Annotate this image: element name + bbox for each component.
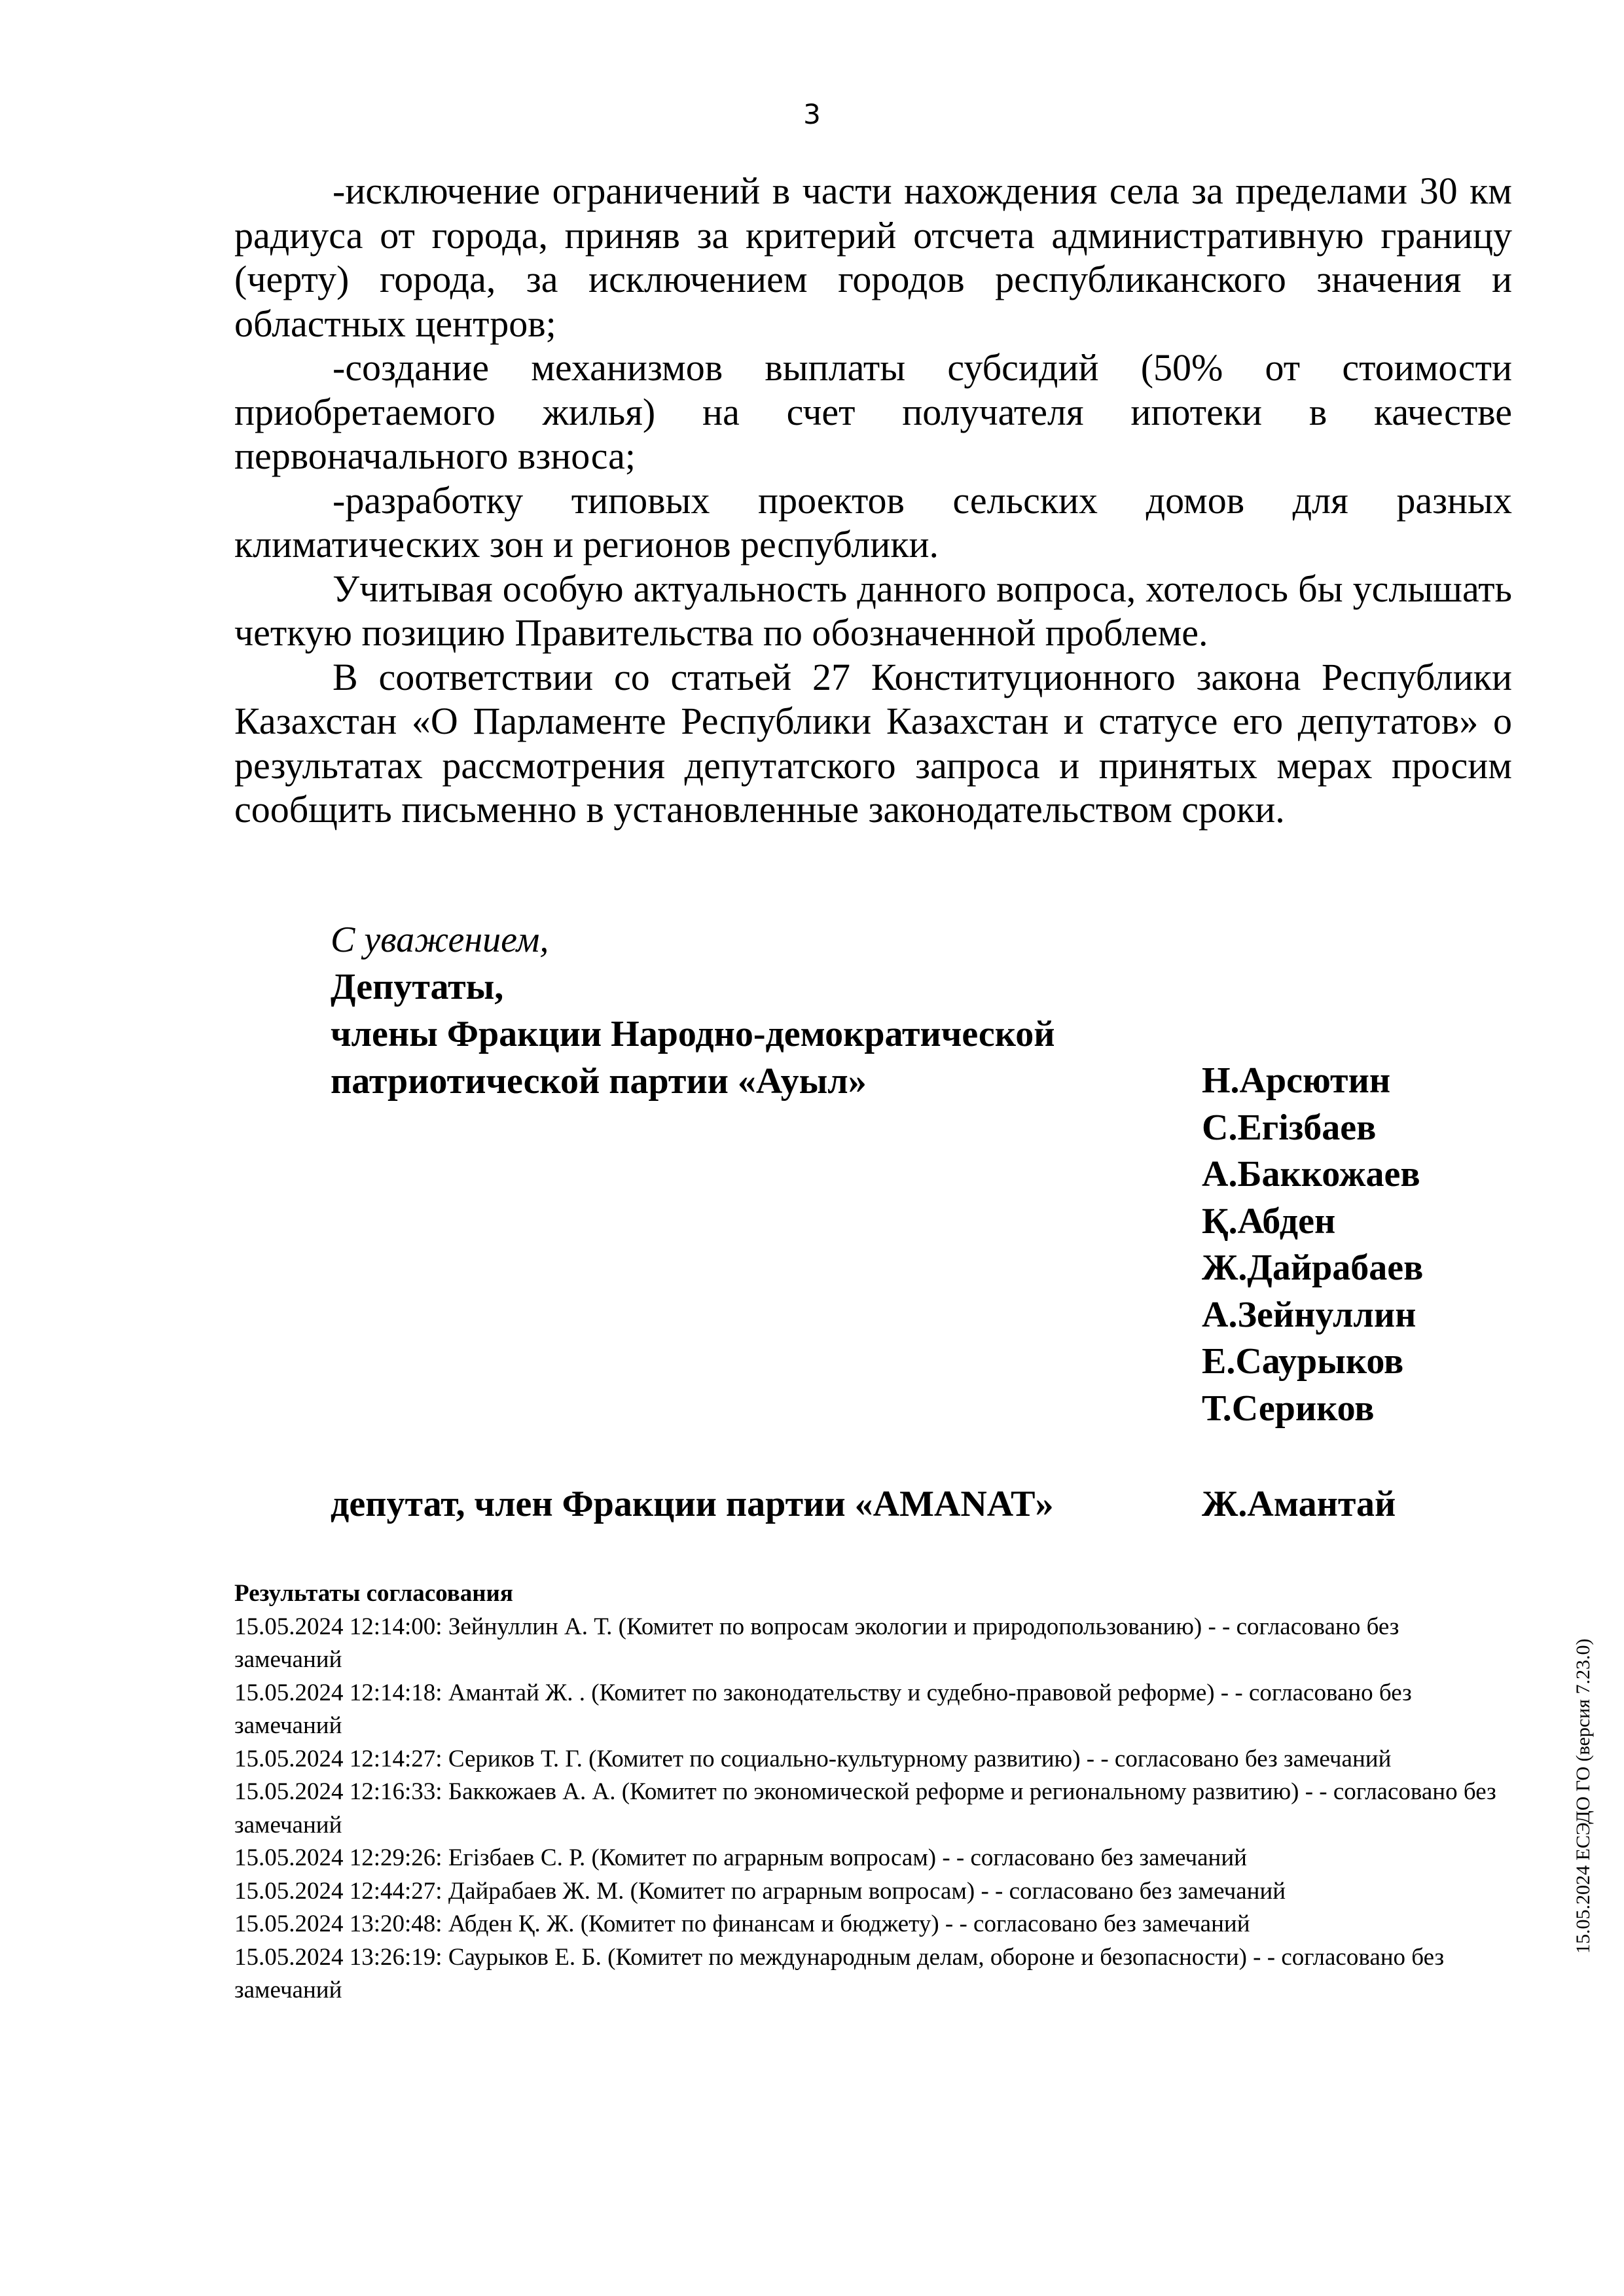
approval-entry: 15.05.2024 12:14:27: Сериков Т. Г. (Комитет по социально-культурному развитию) - - согласовано без замечаний (234, 1745, 1392, 1772)
signatory-name: Қ.Абден (1202, 1200, 1336, 1242)
body-paragraph: -создание механизмов выплаты субсидий (50% от стоимости приобретаемого жилья) на счет получателя ипотеки в качестве первоначального взноса; (234, 346, 1512, 477)
approval-entry: 15.05.2024 13:20:48: Абден Қ. Ж. (Комитет по финансам и бюджету) - - согласовано без замечаний (234, 1910, 1250, 1937)
signatory-name: Ж.Дайрабаев (1202, 1247, 1424, 1288)
page-number: 3 (803, 98, 821, 130)
body-paragraph: В соответствии со статьей 27 Конституционного закона Республики Казахстан «О Парламенте Республики Казахстан и статусе его депутатов» о результатах рассмотрения депутатского запроса и принятых мерах просим сообщить письменно в установленные законодательством сроки. (234, 655, 1512, 831)
signature-title-line: члены Фракции Народно-демократической (331, 1014, 1055, 1054)
signatory-name: Е.Саурыков (1202, 1341, 1404, 1382)
signature-title-line: патриотической партии «Ауыл» (331, 1061, 867, 1102)
amanat-signatory-name: Ж.Амантай (1202, 1484, 1396, 1524)
approval-entry: 15.05.2024 13:26:19: Саурыков Е. Б. (Комитет по международным делам, обороне и безопасности) - - согласовано без замечаний (234, 1943, 1445, 2003)
signatory-name: Т.Сериков (1202, 1388, 1375, 1429)
approval-entry: 15.05.2024 12:14:00: Зейнуллин А. Т. (Комитет по вопросам экологии и природопользованию) - - согласовано без замечаний (234, 1613, 1399, 1673)
signature-title-line: Депутаты, (331, 967, 504, 1007)
amanat-signatory-title: депутат, член Фракции партии «AMANAT» (331, 1484, 1054, 1524)
body-paragraph: Учитывая особую актуальность данного вопроса, хотелось бы услышать четкую позицию Правительства по обозначенной проблеме. (234, 567, 1512, 654)
signatory-name: А.Зейнуллин (1202, 1294, 1416, 1335)
signatory-name: Н.Арсютин (1202, 1060, 1391, 1101)
side-registration-stamp: 15.05.2024 ЕСЭДО ГО (версия 7.23.0) (1572, 1638, 1594, 1954)
approval-heading: Результаты согласования (234, 1580, 513, 1607)
signature-greeting: С уважением, (331, 920, 549, 960)
body-paragraph: -исключение ограничений в части нахождения села за пределами 30 км радиуса от города, приняв за критерий отсчета административную границу (черту) города, за исключением городов республиканского значения и областных центров; (234, 170, 1512, 345)
letter-body (234, 169, 1512, 832)
approval-entry: 15.05.2024 12:14:18: Амантай Ж. . (Комитет по законодательству и судебно-правовой реформе) - - согласовано без замечаний (234, 1679, 1412, 1739)
signatory-name: С.Егізбаев (1202, 1107, 1377, 1148)
approval-results (234, 1577, 1511, 2007)
signatory-names (1202, 1058, 1423, 1432)
approval-entry: 15.05.2024 12:29:26: Егізбаев С. Р. (Комитет по аграрным вопросам) - - согласовано без замечаний (234, 1844, 1247, 1871)
approval-entry: 15.05.2024 12:16:33: Баккожаев А. А. (Комитет по экономической реформе и региональному развитию) - - согласовано без замечаний (234, 1778, 1496, 1839)
signatory-name: А.Баккожаев (1202, 1154, 1420, 1194)
body-paragraph: -разработку типовых проектов сельских домов для разных климатических зон и регионов республики. (234, 478, 1512, 565)
signature-block (331, 916, 1055, 1105)
approval-entry: 15.05.2024 12:44:27: Дайрабаев Ж. М. (Комитет по аграрным вопросам) - - согласовано без замечаний (234, 1877, 1286, 1905)
